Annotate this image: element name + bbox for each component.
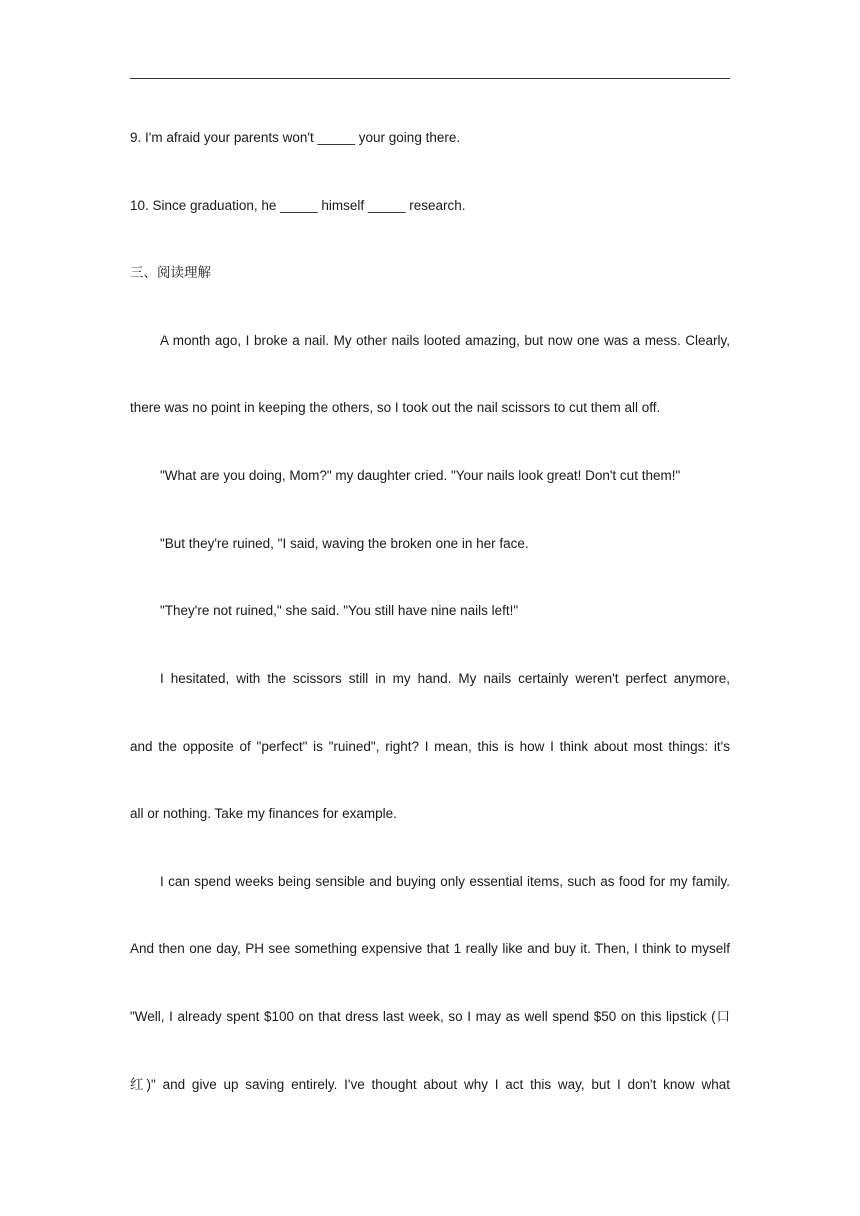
- passage-line: and the opposite of "perfect" is "ruined", right? I mean, this is how I think about most things: it's: [130, 739, 730, 754]
- passage-line: "Well, I already spent $100 on that dress last week, so I may as well spend $50 on this lipstick (口: [130, 1009, 730, 1024]
- exercise-item-10: 10. Since graduation, he _____ himself _____ research.: [130, 198, 466, 213]
- header-rule: [130, 78, 730, 79]
- passage-line: I can spend weeks being sensible and buying only essential items, such as food for my family.: [160, 874, 730, 889]
- exercise-item-9: 9. I'm afraid your parents won't _____ your going there.: [130, 130, 461, 145]
- section-heading: 三、阅读理解: [130, 265, 211, 280]
- passage-line: "But they're ruined, "I said, waving the broken one in her face.: [160, 536, 529, 551]
- passage-line: "What are you doing, Mom?" my daughter cried. "Your nails look great! Don't cut them!": [160, 468, 681, 483]
- passage-line: A month ago, I broke a nail. My other nails looted amazing, but now one was a mess. Clearly,: [160, 333, 730, 348]
- passage-line: And then one day, PH see something expensive that 1 really like and buy it. Then, I think to myself: [130, 941, 730, 956]
- passage-line: all or nothing. Take my finances for example.: [130, 806, 397, 821]
- passage-line: there was no point in keeping the others, so I took out the nail scissors to cut them all off.: [130, 400, 661, 415]
- passage-line: 红)" and give up saving entirely. I've thought about why I act this way, but I don't know what: [130, 1077, 730, 1092]
- passage-line: "They're not ruined," she said. "You still have nine nails left!": [160, 603, 519, 618]
- passage-line: I hesitated, with the scissors still in my hand. My nails certainly weren't perfect anymore,: [160, 671, 730, 686]
